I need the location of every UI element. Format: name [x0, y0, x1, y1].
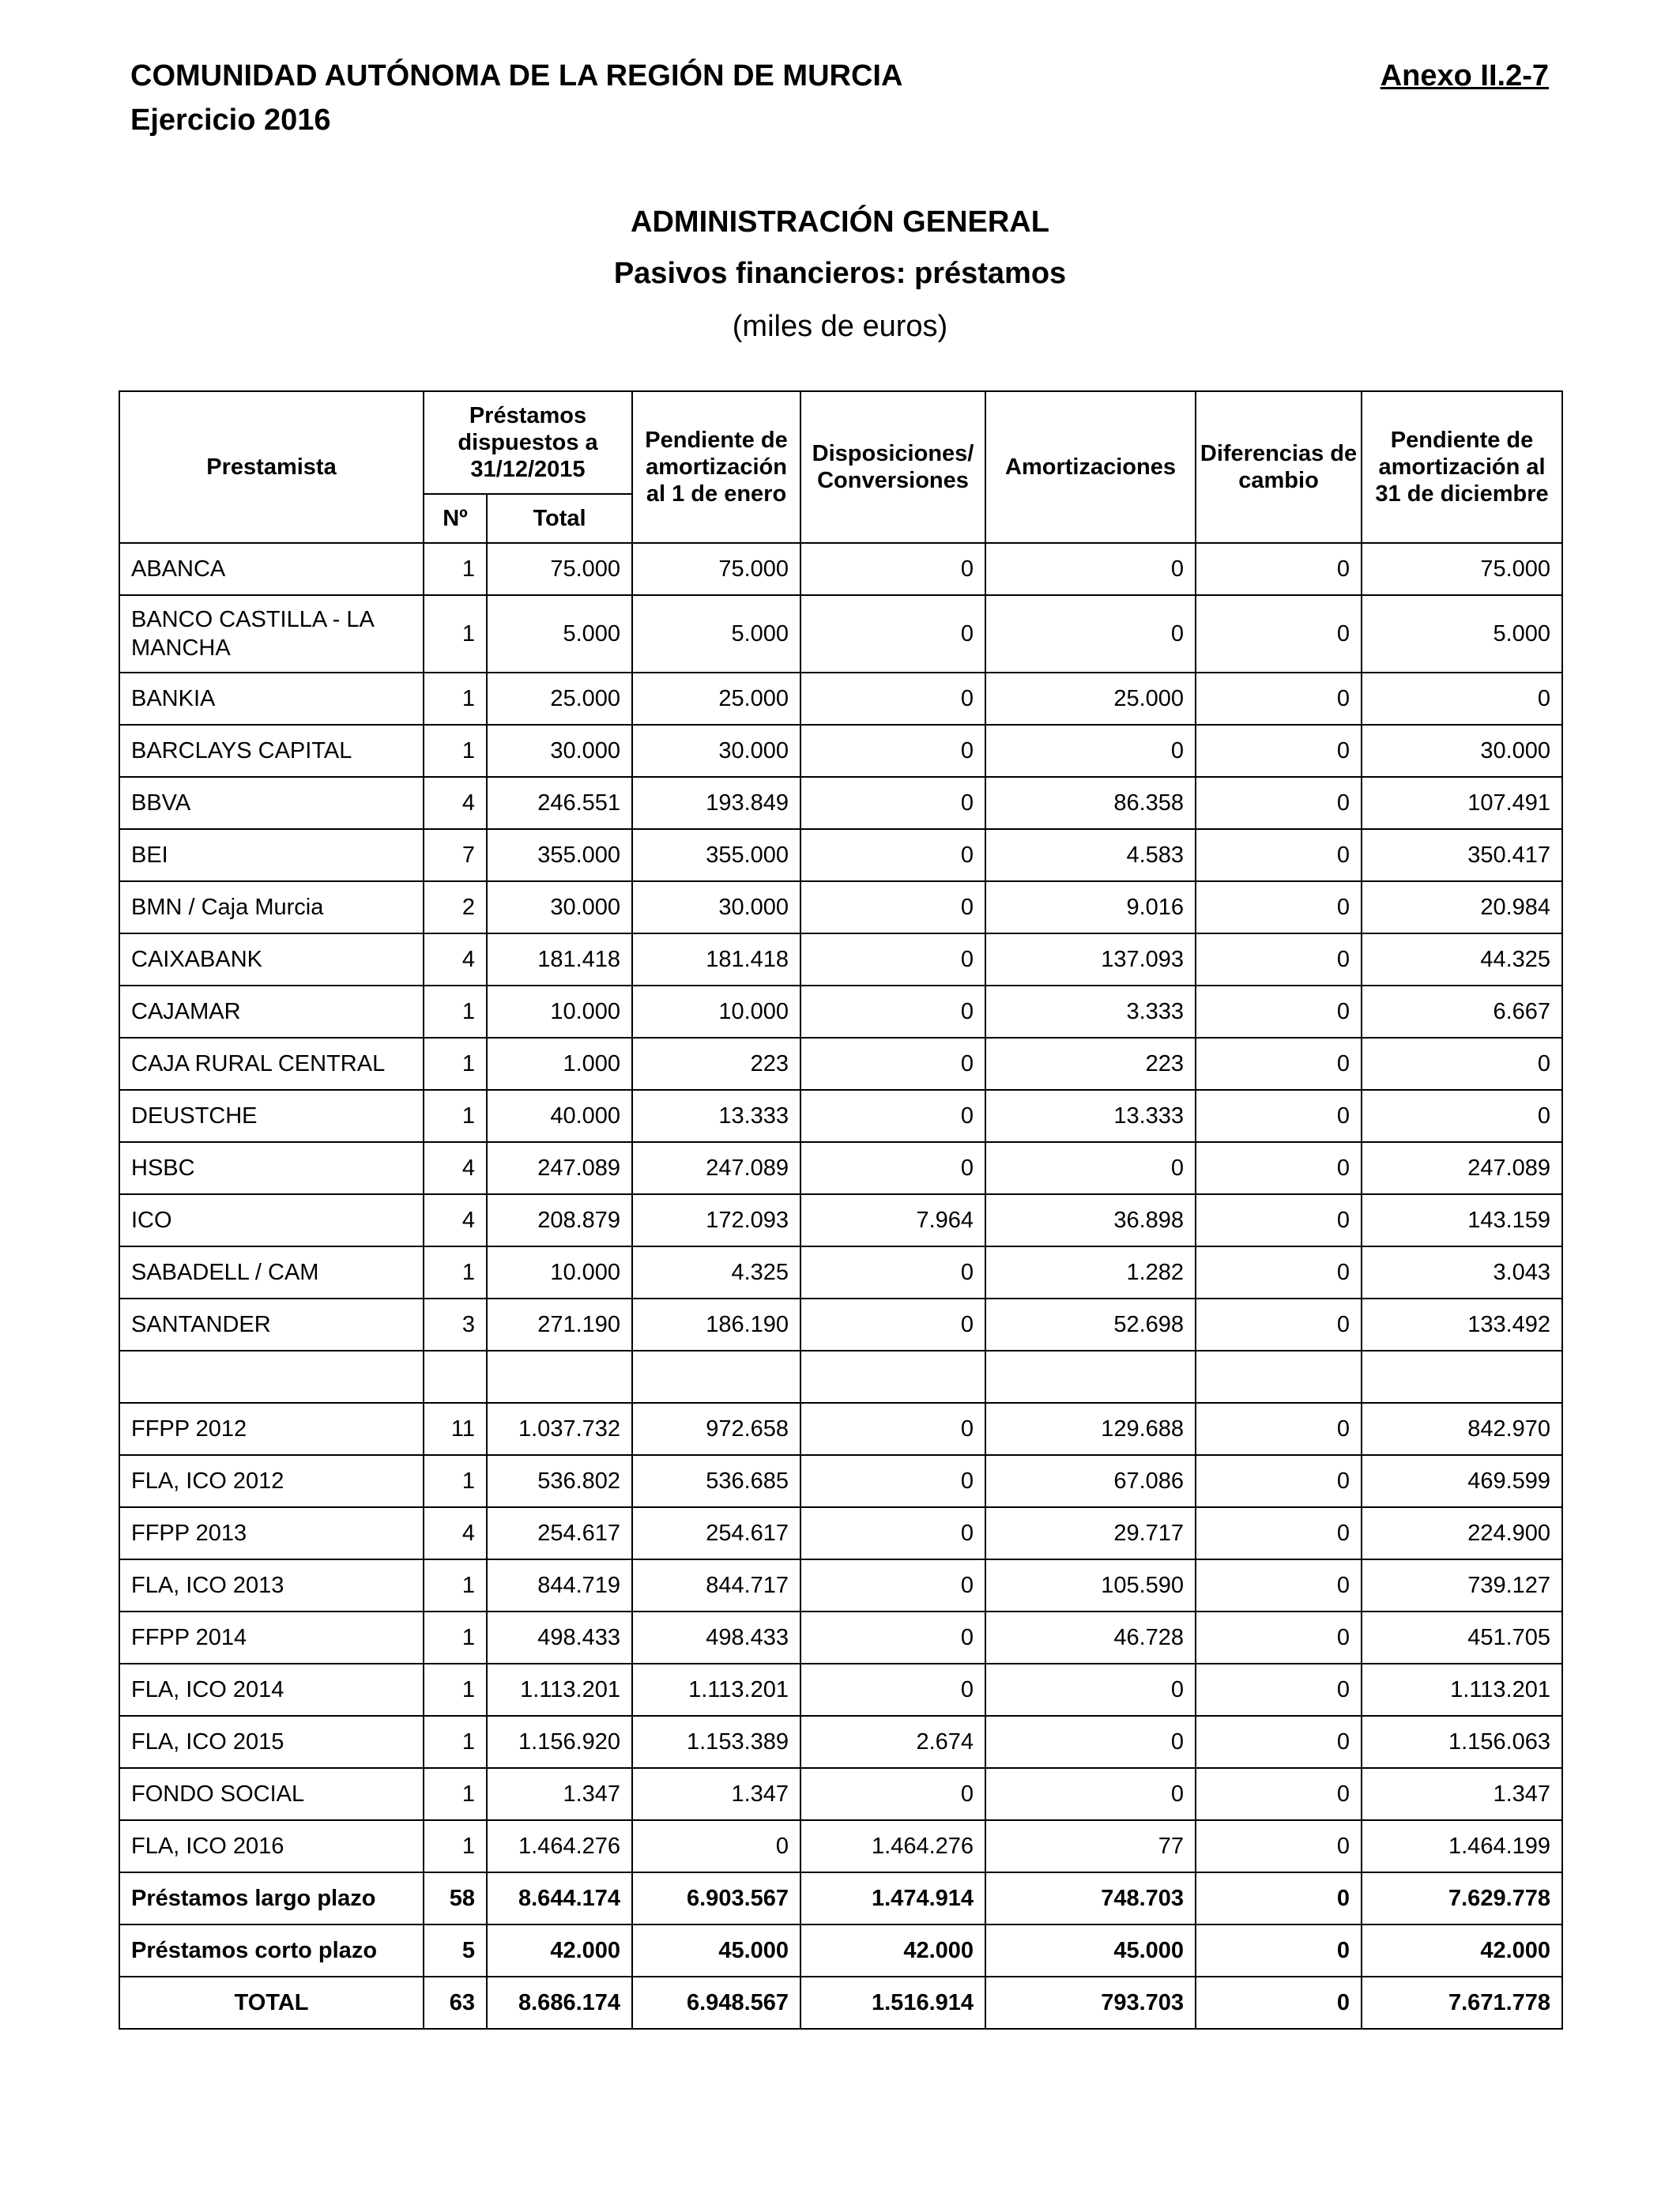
units-note: (miles de euros): [732, 310, 948, 343]
count-cell: 1: [424, 1246, 487, 1299]
lender-cell: DEUSTCHE: [119, 1090, 424, 1142]
pending-end-cell: 1.156.063: [1362, 1716, 1562, 1768]
dispositions-cell: 0: [800, 1664, 985, 1716]
dispositions-cell: 0: [800, 933, 985, 986]
amortizations-cell: 793.703: [985, 1977, 1196, 2029]
count-cell: 1: [424, 1559, 487, 1612]
dispositions-cell: 0: [800, 1299, 985, 1351]
amortizations-cell: 0: [985, 543, 1196, 595]
amortizations-cell: 0: [985, 1716, 1196, 1768]
table-row: [119, 1612, 1562, 1664]
pending-start-cell: 4.325: [632, 1246, 800, 1299]
fx-cell: 0: [1196, 1559, 1362, 1612]
dispositions-cell: 0: [800, 986, 985, 1038]
fx-cell: 0: [1196, 1820, 1362, 1872]
amortizations-cell: 3.333: [985, 986, 1196, 1038]
fx-cell: 0: [1196, 1246, 1362, 1299]
count-cell: 1: [424, 1038, 487, 1090]
pending-start-cell: 6.903.567: [632, 1872, 800, 1924]
amortizations-cell: 0: [985, 1664, 1196, 1716]
dispositions-cell: 0: [800, 881, 985, 933]
count-cell: 1: [424, 1612, 487, 1664]
header-pending-start: Pendiente de amortización al 1 de enero: [632, 391, 800, 543]
amortizations-cell: 0: [985, 725, 1196, 777]
count-cell: 5: [424, 1924, 487, 1977]
fx-cell: 0: [1196, 1716, 1362, 1768]
pending-end-cell: 739.127: [1362, 1559, 1562, 1612]
pending-start-cell: 223: [632, 1038, 800, 1090]
pending-end-cell: 469.599: [1362, 1455, 1562, 1507]
fx-cell: 0: [1196, 881, 1362, 933]
fx-cell: 0: [1196, 543, 1362, 595]
header-dispositions: Disposiciones/ Conversiones: [800, 391, 985, 543]
total-cell: 30.000: [487, 725, 632, 777]
lender-cell: BANKIA: [119, 673, 424, 725]
dispositions-cell: 1.474.914: [800, 1872, 985, 1924]
lender-cell: BMN / Caja Murcia: [119, 881, 424, 933]
dispositions-cell: 0: [800, 673, 985, 725]
pending-start-cell: 498.433: [632, 1612, 800, 1664]
lender-cell: SABADELL / CAM: [119, 1246, 424, 1299]
count-cell: 4: [424, 777, 487, 829]
dispositions-cell: 0: [800, 829, 985, 881]
count-cell: 1: [424, 1455, 487, 1507]
table-row: [119, 1820, 1562, 1872]
total-cell: 246.551: [487, 777, 632, 829]
table-row: [119, 1142, 1562, 1194]
fx-cell: 0: [1196, 1507, 1362, 1559]
lender-cell: CAJAMAR: [119, 986, 424, 1038]
count-cell: 1: [424, 595, 487, 673]
header-count: Nº: [424, 494, 487, 543]
total-cell: 25.000: [487, 673, 632, 725]
table-row: [119, 1246, 1562, 1299]
amortizations-cell: 67.086: [985, 1455, 1196, 1507]
total-cell: 5.000: [487, 595, 632, 673]
lender-cell: FLA, ICO 2013: [119, 1559, 424, 1612]
total-cell: 1.156.920: [487, 1716, 632, 1768]
lender-cell: ABANCA: [119, 543, 424, 595]
total-cell: 498.433: [487, 1612, 632, 1664]
total-cell: 181.418: [487, 933, 632, 986]
header-pending-end: Pendiente de amortización al 31 de diciembre: [1362, 391, 1562, 543]
fx-cell: 0: [1196, 1090, 1362, 1142]
lender-cell: FLA, ICO 2014: [119, 1664, 424, 1716]
table-row: [119, 1455, 1562, 1507]
pending-end-cell: 133.492: [1362, 1299, 1562, 1351]
dispositions-cell: 0: [800, 595, 985, 673]
amortizations-cell: 0: [985, 1768, 1196, 1820]
amortizations-cell: [985, 1351, 1196, 1403]
pending-end-cell: 75.000: [1362, 543, 1562, 595]
total-cell: 30.000: [487, 881, 632, 933]
amortizations-cell: 748.703: [985, 1872, 1196, 1924]
pending-start-cell: 355.000: [632, 829, 800, 881]
header-total: Total: [487, 494, 632, 543]
dispositions-cell: 0: [800, 1768, 985, 1820]
pending-end-cell: 350.417: [1362, 829, 1562, 881]
pending-end-cell: 44.325: [1362, 933, 1562, 986]
amortizations-cell: 29.717: [985, 1507, 1196, 1559]
lender-cell: BEI: [119, 829, 424, 881]
count-cell: 1: [424, 1820, 487, 1872]
pending-end-cell: 7.671.778: [1362, 1977, 1562, 2029]
fx-cell: 0: [1196, 1768, 1362, 1820]
total-cell: 42.000: [487, 1924, 632, 1977]
total-cell: 254.617: [487, 1507, 632, 1559]
pending-start-cell: 10.000: [632, 986, 800, 1038]
pending-start-cell: 30.000: [632, 881, 800, 933]
pending-end-cell: 42.000: [1362, 1924, 1562, 1977]
header-fx-differences: Diferencias de cambio: [1196, 391, 1362, 543]
pending-start-cell: 75.000: [632, 543, 800, 595]
amortizations-cell: 36.898: [985, 1194, 1196, 1246]
count-cell: 3: [424, 1299, 487, 1351]
pending-start-cell: 844.717: [632, 1559, 800, 1612]
pending-start-cell: 172.093: [632, 1194, 800, 1246]
fx-cell: 0: [1196, 1977, 1362, 2029]
lender-cell: FFPP 2012: [119, 1403, 424, 1455]
pending-end-cell: 107.491: [1362, 777, 1562, 829]
amortizations-cell: 46.728: [985, 1612, 1196, 1664]
fx-cell: 0: [1196, 1612, 1362, 1664]
count-cell: 1: [424, 543, 487, 595]
dispositions-cell: 7.964: [800, 1194, 985, 1246]
pending-start-cell: 972.658: [632, 1403, 800, 1455]
fx-cell: [1196, 1351, 1362, 1403]
table-row: [119, 986, 1562, 1038]
lender-cell: Préstamos corto plazo: [119, 1924, 424, 1977]
total-cell: 8.644.174: [487, 1872, 632, 1924]
fx-cell: 0: [1196, 1872, 1362, 1924]
table-row: [119, 1038, 1562, 1090]
table-row: [119, 1299, 1562, 1351]
pending-start-cell: 1.153.389: [632, 1716, 800, 1768]
fx-cell: 0: [1196, 777, 1362, 829]
pending-end-cell: 247.089: [1362, 1142, 1562, 1194]
fx-cell: 0: [1196, 986, 1362, 1038]
pending-start-cell: 6.948.567: [632, 1977, 800, 2029]
pending-start-cell: 30.000: [632, 725, 800, 777]
amortizations-cell: 86.358: [985, 777, 1196, 829]
header-lender: Prestamista: [119, 391, 424, 543]
dispositions-cell: 0: [800, 1507, 985, 1559]
pending-start-cell: 1.113.201: [632, 1664, 800, 1716]
pending-start-cell: 0: [632, 1820, 800, 1872]
lender-cell: BARCLAYS CAPITAL: [119, 725, 424, 777]
count-cell: 1: [424, 673, 487, 725]
total-cell: 10.000: [487, 986, 632, 1038]
lender-cell: [119, 1351, 424, 1403]
amortizations-cell: 1.282: [985, 1246, 1196, 1299]
pending-end-cell: 0: [1362, 1038, 1562, 1090]
dispositions-cell: 0: [800, 1612, 985, 1664]
lender-cell: FLA, ICO 2012: [119, 1455, 424, 1507]
table-row: [119, 673, 1562, 725]
dispositions-cell: [800, 1351, 985, 1403]
count-cell: 63: [424, 1977, 487, 2029]
dispositions-cell: 0: [800, 1090, 985, 1142]
table-row: [119, 543, 1562, 595]
fx-cell: 0: [1196, 1038, 1362, 1090]
amortizations-cell: 25.000: [985, 673, 1196, 725]
count-cell: 58: [424, 1872, 487, 1924]
total-cell: 247.089: [487, 1142, 632, 1194]
pending-end-cell: [1362, 1351, 1562, 1403]
pending-start-cell: 5.000: [632, 595, 800, 673]
lender-cell: ICO: [119, 1194, 424, 1246]
lender-cell: FLA, ICO 2015: [119, 1716, 424, 1768]
pending-start-cell: 536.685: [632, 1455, 800, 1507]
pending-start-cell: [632, 1351, 800, 1403]
count-cell: 1: [424, 725, 487, 777]
dispositions-cell: 1.516.914: [800, 1977, 985, 2029]
total-cell: 208.879: [487, 1194, 632, 1246]
table-body: [119, 543, 1562, 2029]
total-cell: 1.347: [487, 1768, 632, 1820]
pending-start-cell: 13.333: [632, 1090, 800, 1142]
table-row: [119, 777, 1562, 829]
lender-cell: HSBC: [119, 1142, 424, 1194]
dispositions-cell: 0: [800, 777, 985, 829]
table-row: [119, 1716, 1562, 1768]
amortizations-cell: 105.590: [985, 1559, 1196, 1612]
count-cell: 11: [424, 1403, 487, 1455]
total-cell: 75.000: [487, 543, 632, 595]
org-name: COMUNIDAD AUTÓNOMA DE LA REGIÓN DE MURCIA: [130, 59, 903, 92]
count-cell: 7: [424, 829, 487, 881]
table-row: [119, 1194, 1562, 1246]
fx-cell: 0: [1196, 1403, 1362, 1455]
total-cell: 1.113.201: [487, 1664, 632, 1716]
lender-cell: CAIXABANK: [119, 933, 424, 986]
dispositions-cell: 0: [800, 725, 985, 777]
count-cell: 1: [424, 1716, 487, 1768]
lender-cell: SANTANDER: [119, 1299, 424, 1351]
pending-end-cell: 3.043: [1362, 1246, 1562, 1299]
pending-end-cell: 0: [1362, 1090, 1562, 1142]
amortizations-cell: 9.016: [985, 881, 1196, 933]
fx-cell: 0: [1196, 933, 1362, 986]
total-cell: 40.000: [487, 1090, 632, 1142]
pending-end-cell: 20.984: [1362, 881, 1562, 933]
amortizations-cell: 223: [985, 1038, 1196, 1090]
section-title: ADMINISTRACIÓN GENERAL: [631, 205, 1049, 239]
pending-start-cell: 181.418: [632, 933, 800, 986]
fx-cell: 0: [1196, 829, 1362, 881]
amortizations-cell: 137.093: [985, 933, 1196, 986]
total-cell: 1.000: [487, 1038, 632, 1090]
count-cell: 4: [424, 1142, 487, 1194]
dispositions-cell: 42.000: [800, 1924, 985, 1977]
table-title: Pasivos financieros: préstamos: [613, 257, 1067, 290]
count-cell: 1: [424, 986, 487, 1038]
dispositions-cell: 0: [800, 1455, 985, 1507]
fx-cell: 0: [1196, 1664, 1362, 1716]
table-row: [119, 881, 1562, 933]
fx-cell: 0: [1196, 725, 1362, 777]
table-row: [119, 1403, 1562, 1455]
pending-start-cell: 45.000: [632, 1924, 800, 1977]
count-cell: 1: [424, 1664, 487, 1716]
dispositions-cell: 1.464.276: [800, 1820, 985, 1872]
table-row: [119, 595, 1562, 673]
amortizations-cell: 52.698: [985, 1299, 1196, 1351]
header-amortizations: Amortizaciones: [985, 391, 1196, 543]
table-header: [119, 391, 1562, 543]
table-row: [119, 829, 1562, 881]
lender-cell: FLA, ICO 2016: [119, 1820, 424, 1872]
pending-end-cell: 0: [1362, 673, 1562, 725]
fx-cell: 0: [1196, 1455, 1362, 1507]
total-cell: 10.000: [487, 1246, 632, 1299]
dispositions-cell: 2.674: [800, 1716, 985, 1768]
pending-start-cell: 247.089: [632, 1142, 800, 1194]
pending-end-cell: 30.000: [1362, 725, 1562, 777]
amortizations-cell: 4.583: [985, 829, 1196, 881]
count-cell: 4: [424, 933, 487, 986]
pending-end-cell: 6.667: [1362, 986, 1562, 1038]
lender-cell: BANCO CASTILLA - LA MANCHA: [119, 595, 424, 673]
pending-start-cell: 1.347: [632, 1768, 800, 1820]
table-row: [119, 1664, 1562, 1716]
pending-start-cell: 254.617: [632, 1507, 800, 1559]
count-cell: 1: [424, 1768, 487, 1820]
amortizations-cell: 0: [985, 595, 1196, 673]
dispositions-cell: 0: [800, 1142, 985, 1194]
fx-cell: 0: [1196, 595, 1362, 673]
amortizations-cell: 0: [985, 1142, 1196, 1194]
fiscal-year: Ejercicio 2016: [130, 104, 331, 137]
total-cell: 271.190: [487, 1299, 632, 1351]
amortizations-cell: 45.000: [985, 1924, 1196, 1977]
pending-start-cell: 186.190: [632, 1299, 800, 1351]
lender-cell: Préstamos largo plazo: [119, 1872, 424, 1924]
count-cell: 2: [424, 881, 487, 933]
count-cell: 1: [424, 1090, 487, 1142]
count-cell: 4: [424, 1507, 487, 1559]
pending-end-cell: 842.970: [1362, 1403, 1562, 1455]
fx-cell: 0: [1196, 1299, 1362, 1351]
count-cell: [424, 1351, 487, 1403]
pending-end-cell: 1.347: [1362, 1768, 1562, 1820]
pending-end-cell: 451.705: [1362, 1612, 1562, 1664]
total-cell: 536.802: [487, 1455, 632, 1507]
amortizations-cell: 13.333: [985, 1090, 1196, 1142]
amortizations-cell: 77: [985, 1820, 1196, 1872]
table-row: [119, 1507, 1562, 1559]
total-cell: 8.686.174: [487, 1977, 632, 2029]
pending-end-cell: 1.113.201: [1362, 1664, 1562, 1716]
table-row: [119, 1559, 1562, 1612]
table-row: [119, 1351, 1562, 1403]
total-cell: 1.464.276: [487, 1820, 632, 1872]
total-cell: 355.000: [487, 829, 632, 881]
totals-row: [119, 1977, 1562, 2029]
fx-cell: 0: [1196, 1194, 1362, 1246]
table-row: [119, 725, 1562, 777]
dispositions-cell: 0: [800, 543, 985, 595]
loans-table: [119, 390, 1563, 2030]
annex-label: Anexo II.2-7: [1380, 59, 1549, 92]
pending-end-cell: 143.159: [1362, 1194, 1562, 1246]
total-cell: 844.719: [487, 1559, 632, 1612]
dispositions-cell: 0: [800, 1038, 985, 1090]
dispositions-cell: 0: [800, 1403, 985, 1455]
document-header: [130, 54, 902, 142]
lender-cell: BBVA: [119, 777, 424, 829]
totals-row: [119, 1872, 1562, 1924]
fx-cell: 0: [1196, 1924, 1362, 1977]
pending-end-cell: 5.000: [1362, 595, 1562, 673]
pending-start-cell: 25.000: [632, 673, 800, 725]
lender-cell: TOTAL: [119, 1977, 424, 2029]
pending-start-cell: 193.849: [632, 777, 800, 829]
table-row: [119, 1768, 1562, 1820]
dispositions-cell: 0: [800, 1559, 985, 1612]
lender-cell: FONDO SOCIAL: [119, 1768, 424, 1820]
totals-row: [119, 1924, 1562, 1977]
lender-cell: FFPP 2013: [119, 1507, 424, 1559]
pending-end-cell: 1.464.199: [1362, 1820, 1562, 1872]
header-drawn: Préstamos dispuestos a 31/12/2015: [424, 391, 632, 494]
lender-cell: CAJA RURAL CENTRAL: [119, 1038, 424, 1090]
amortizations-cell: 129.688: [985, 1403, 1196, 1455]
fx-cell: 0: [1196, 1142, 1362, 1194]
table-row: [119, 1090, 1562, 1142]
total-cell: 1.037.732: [487, 1403, 632, 1455]
table-row: [119, 933, 1562, 986]
lender-cell: FFPP 2014: [119, 1612, 424, 1664]
pending-end-cell: 224.900: [1362, 1507, 1562, 1559]
count-cell: 4: [424, 1194, 487, 1246]
total-cell: [487, 1351, 632, 1403]
pending-end-cell: 7.629.778: [1362, 1872, 1562, 1924]
dispositions-cell: 0: [800, 1246, 985, 1299]
fx-cell: 0: [1196, 673, 1362, 725]
